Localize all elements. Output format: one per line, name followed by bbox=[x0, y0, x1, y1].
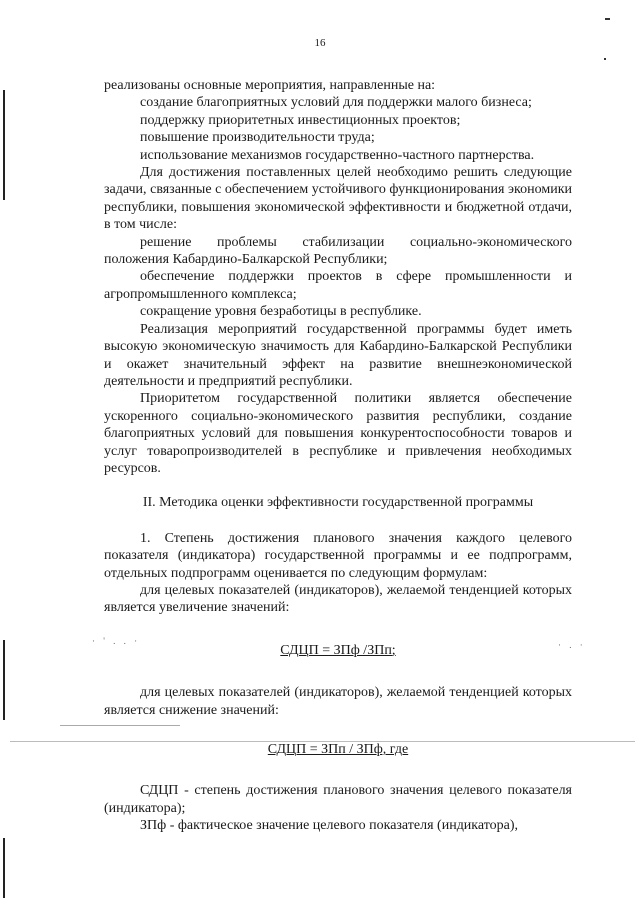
formula-increase-text: СДЦП = ЗПф /ЗПп; bbox=[280, 642, 396, 658]
scan-line-formula-left bbox=[60, 725, 180, 726]
text-line: реализованы основные мероприятия, направленные на: bbox=[104, 78, 436, 93]
scan-mark-right-top bbox=[605, 18, 610, 20]
scan-margin-line-top bbox=[3, 90, 5, 200]
page-number: 16 bbox=[314, 37, 326, 49]
scan-margin-line-mid bbox=[3, 640, 5, 720]
list-item: создание благоприятных условий для поддержки малого бизнеса; bbox=[140, 95, 532, 111]
paragraph-implementation: Реализация мероприятий государственной программы будет иметь высокую экономическую значимость для Кабардино-Балкарской Республики и окажет значительный эффект на развитие внешнеэкономической деятельности и предприятий республики. bbox=[104, 321, 572, 389]
document-body bbox=[104, 77, 572, 835]
paragraph-support: обеспечение поддержки проектов в сфере промышленности и агропромышленного комплекса; bbox=[104, 269, 572, 302]
definition-zpf: ЗПф - фактическое значение целевого показателя (индикатора), bbox=[140, 818, 519, 834]
paragraph-priority: Приоритетом государственной политики является обеспечение ускоренного социально-экономического развития республики, создание благоприятных условий для повышения конкурентоспособности товаров и услуг товаропроизводителей в республике и привлечения необходимых ресурсов. bbox=[104, 391, 572, 476]
formula-decrease-text: СДЦП = ЗПп / ЗПф, где bbox=[267, 742, 409, 757]
formula-decrease bbox=[104, 741, 572, 758]
list-item: поддержку приоритетных инвестиционных проектов; bbox=[140, 112, 461, 128]
paragraph-decrease: для целевых показателей (индикаторов), желаемой тенденцией которых является снижение значений: bbox=[104, 685, 572, 718]
paragraph-increase: для целевых показателей (индикаторов), желаемой тенденцией которых является увеличение значений: bbox=[104, 582, 572, 616]
list-item: повышение производительности труда; bbox=[140, 130, 375, 146]
section-heading: II. Методика оценки эффективности государственной программы bbox=[142, 495, 534, 511]
paragraph-goals: Для достижения поставленных целей необходимо решить следующие задачи, связанные с обеспечением устойчивого функционирования экономики республики, повышения экономической эффективности и бюджетной отдачи, в том числе: bbox=[104, 165, 572, 233]
paragraph-solve: решение проблемы стабилизации социально-экономического положения Кабардино-Балкарской Республики; bbox=[104, 234, 572, 268]
formula-increase bbox=[104, 642, 572, 659]
scan-margin-line-bottom bbox=[3, 838, 5, 898]
paragraph-unemployment: сокращение уровня безработицы в республике. bbox=[140, 304, 422, 320]
paragraph-degree: 1. Степень достижения планового значения каждого целевого показателя (индикатора) государственной программы и ее подпрограмм, отдельных подпрограмм оценивается по следующим формулам: bbox=[104, 530, 572, 581]
scan-line-formula-right bbox=[10, 741, 635, 742]
list-item: использование механизмов государственно-частного партнерства. bbox=[140, 147, 535, 163]
scan-noise-right-1: · . · bbox=[558, 640, 586, 650]
scan-mark-right-dot bbox=[604, 58, 606, 60]
scan-noise-left-1: · ' . . · bbox=[92, 636, 141, 646]
definition-sdcp: СДЦП - степень достижения планового значения целевого показателя (индикатора); bbox=[104, 783, 572, 816]
